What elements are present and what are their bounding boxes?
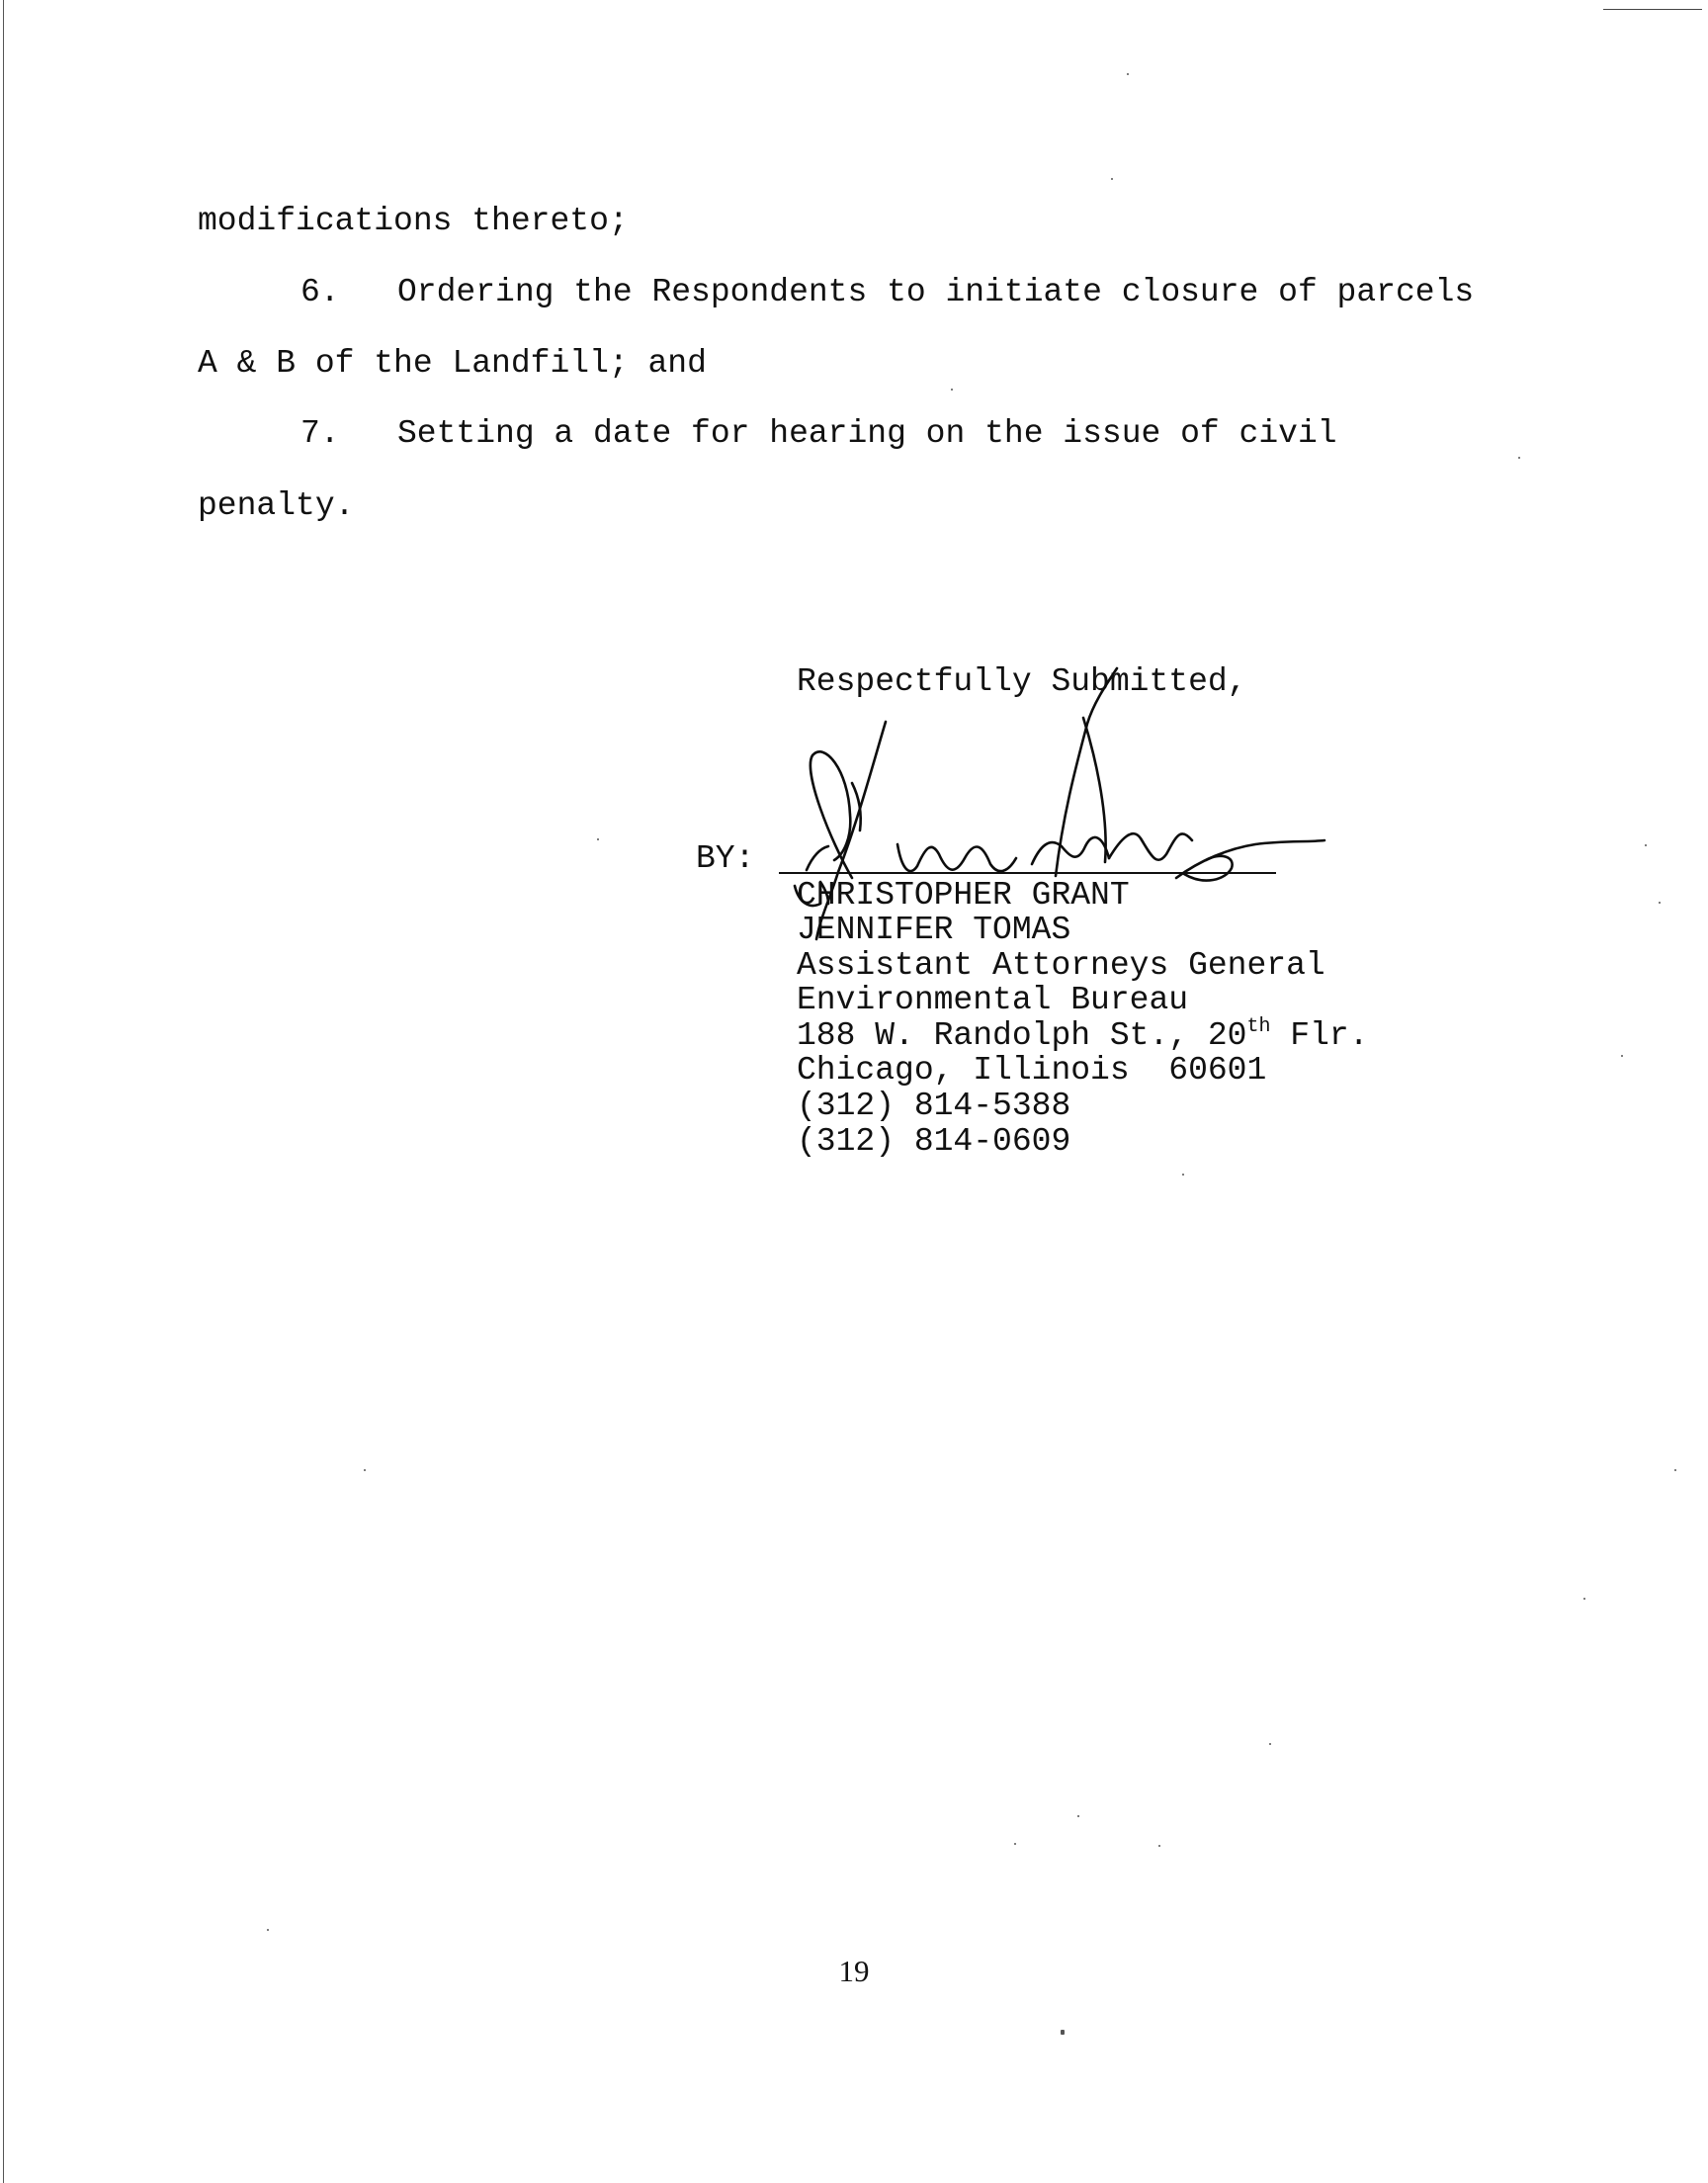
signatory-bureau: Environmental Bureau [797,982,1189,1018]
scan-speck [1674,1469,1676,1471]
page-number: 19 [838,1954,870,1988]
address-floor: Flr. [1270,1017,1369,1054]
signatory-phone-1: (312) 814-5388 [797,1088,1071,1124]
handwritten-signature-icon [791,653,1344,969]
signatory-address [797,1015,1369,1054]
signatory-city: Chicago, Illinois 60601 [797,1052,1267,1089]
signatory-name-1: CHRISTOPHER GRANT [797,877,1130,914]
scan-speck [1061,2030,1065,2035]
address-street: 188 W. Randolph St., 20 [797,1017,1247,1054]
body-line: Ordering the Respondents to initiate closure of parcels [397,274,1475,310]
body-line: penalty. [198,487,355,524]
scan-speck [1182,1174,1184,1176]
list-number-6: 6. [300,274,340,310]
scan-speck [267,1929,269,1931]
closing-salutation: Respectfully Submitted, [797,663,1247,700]
scan-edge-line [3,0,4,2183]
list-number-7: 7. [300,415,340,452]
scan-speck [1645,844,1647,846]
body-line: Setting a date for hearing on the issue of civil [397,415,1337,452]
scan-speck [597,838,599,840]
scan-speck [1518,457,1520,459]
scan-speck [1158,1845,1160,1847]
scan-speck [1621,1055,1623,1057]
body-line: A & B of the Landfill; and [198,345,707,382]
by-label: BY: [696,840,755,877]
scan-speck [1269,1743,1271,1745]
signatory-name-2: JENNIFER TOMAS [797,912,1071,948]
scan-speck [1127,73,1129,75]
scan-speck [951,389,953,391]
scan-speck [364,1469,366,1471]
body-line: modifications thereto; [198,203,629,239]
signatory-title: Assistant Attorneys General [797,947,1325,984]
scan-speck [1014,1843,1016,1845]
scan-speck [1583,1598,1585,1600]
address-superscript: th [1246,1015,1271,1038]
scan-speck [1111,178,1113,180]
scan-speck [1659,902,1661,904]
scan-top-mark [1603,9,1702,10]
signatory-phone-2: (312) 814-0609 [797,1123,1071,1160]
scan-speck [1077,1815,1079,1817]
